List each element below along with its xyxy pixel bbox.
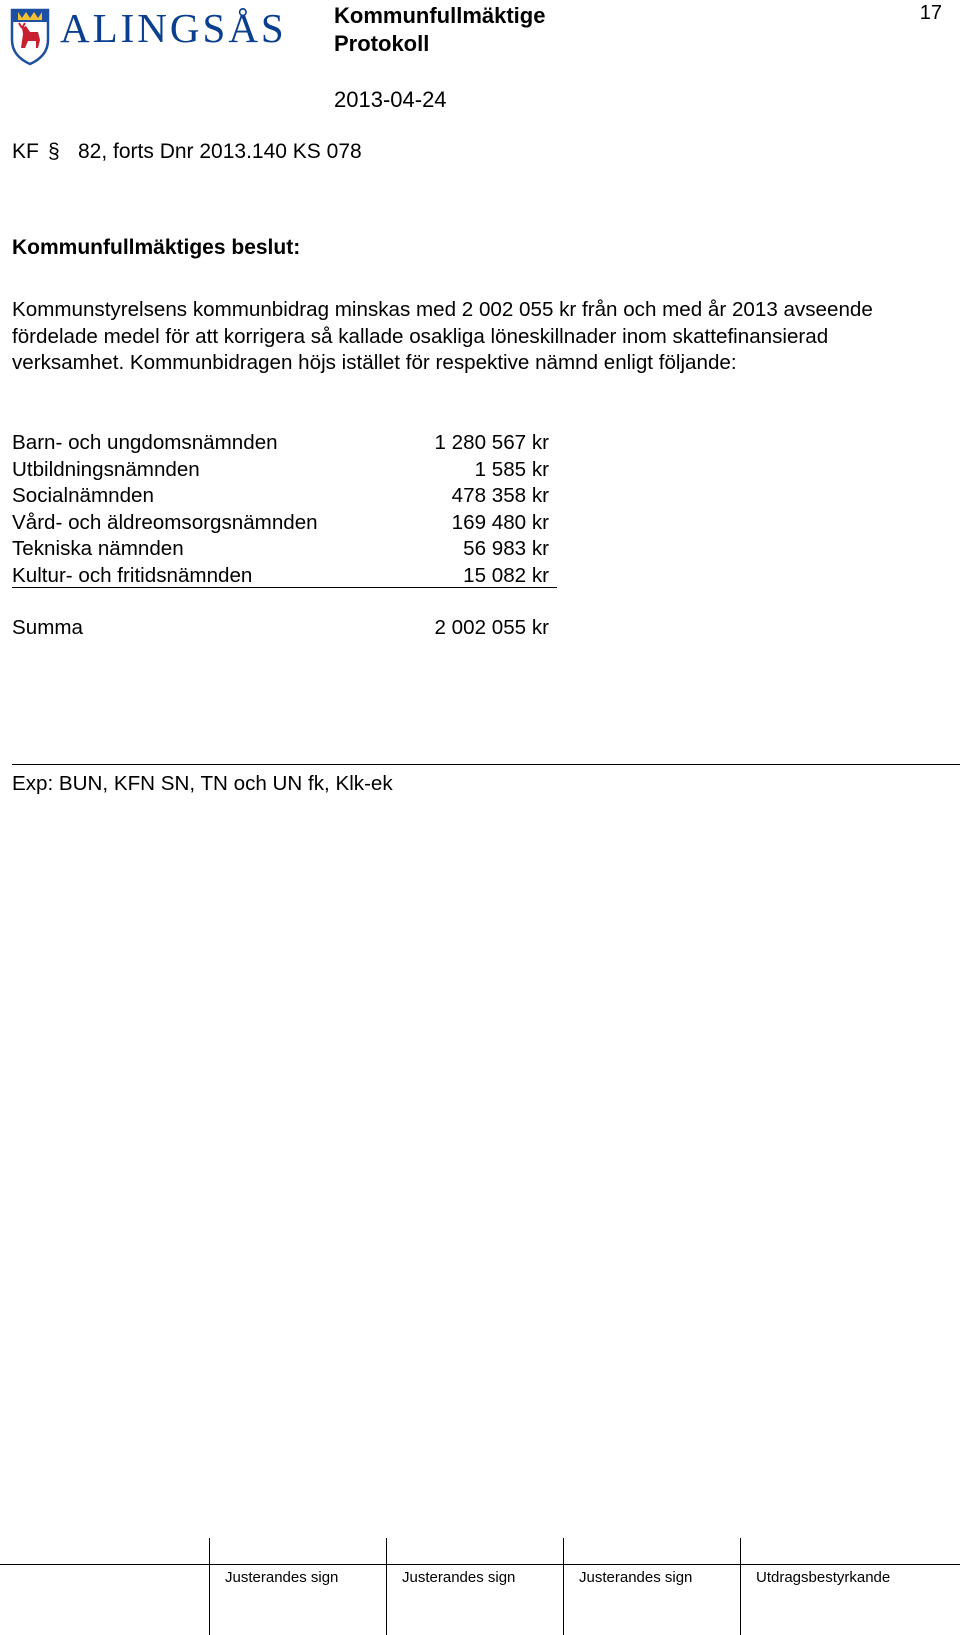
allocation-row (12, 483, 557, 510)
signature-box-divider (563, 1538, 564, 1635)
signature-label: Justerandes sign (225, 1569, 339, 1586)
allocation-row (12, 457, 557, 484)
committee-amount: 1 585 kr (474, 457, 549, 481)
coat-of-arms-icon (8, 4, 52, 66)
signature-label: Justerandes sign (579, 1569, 693, 1586)
signature-box-divider (209, 1538, 210, 1635)
case-reference (12, 138, 362, 166)
sum-divider (12, 587, 557, 588)
reference-number: 82, forts Dnr 2013.140 KS 078 (78, 140, 362, 163)
committee-name: Tekniska nämnden (12, 537, 184, 560)
committee-amount: 1 280 567 kr (434, 431, 549, 454)
allocation-table (12, 430, 557, 642)
expedition-divider (12, 764, 960, 765)
paragraph-sign: § (48, 140, 60, 163)
committee-amount: 169 480 kr (451, 510, 549, 534)
committee-name: Socialnämnden (12, 484, 154, 507)
meeting-date: 2013-04-24 (334, 87, 447, 112)
committee-name: Kultur- och fritidsnämnden (12, 563, 253, 587)
committee-name: Utbildningsnämnden (12, 457, 200, 481)
signature-label: Justerandes sign (402, 1569, 516, 1586)
allocation-row (12, 510, 557, 537)
logo-wordmark: ALINGSÅS (60, 5, 287, 51)
signature-box-divider (386, 1538, 387, 1635)
certification-label: Utdragsbestyrkande (756, 1569, 891, 1586)
signature-box-rule (0, 1564, 960, 1565)
committee-amount: 15 082 kr (463, 563, 549, 587)
committee-name: Barn- och ungdomsnämnden (12, 431, 278, 454)
municipality-logo (8, 4, 298, 66)
expedition-list: Exp: BUN, KFN SN, TN och UN fk, Klk-ek (12, 772, 393, 795)
committee-amount: 478 358 kr (451, 484, 549, 507)
page-number: 17 (919, 2, 942, 24)
document-title: Kommunfullmäktige (334, 3, 546, 28)
allocation-row (12, 536, 557, 563)
committee-amount: 56 983 kr (463, 537, 549, 560)
total-amount: 2 002 055 kr (434, 616, 549, 639)
decision-heading: Kommunfullmäktiges beslut: (12, 236, 301, 259)
decision-text: Kommunstyrelsens kommunbidrag minskas med 2 002 055 kr från och med år 2013 avseende fördelade medel för att korrigera så kallade osakliga löneskillnader inom skattefinansierad verksamhet. Kommunbidragen höjs istället för respektive nämnd enligt följande: (12, 298, 873, 374)
total-row (12, 615, 557, 642)
total-label: Summa (12, 616, 83, 639)
reference-body: KF (12, 140, 39, 163)
signature-box-divider (740, 1538, 741, 1635)
allocation-row (12, 563, 557, 590)
document-subtitle: Protokoll (334, 31, 430, 56)
allocation-row (12, 430, 557, 457)
committee-name: Vård- och äldreomsorgsnämnden (12, 510, 318, 534)
